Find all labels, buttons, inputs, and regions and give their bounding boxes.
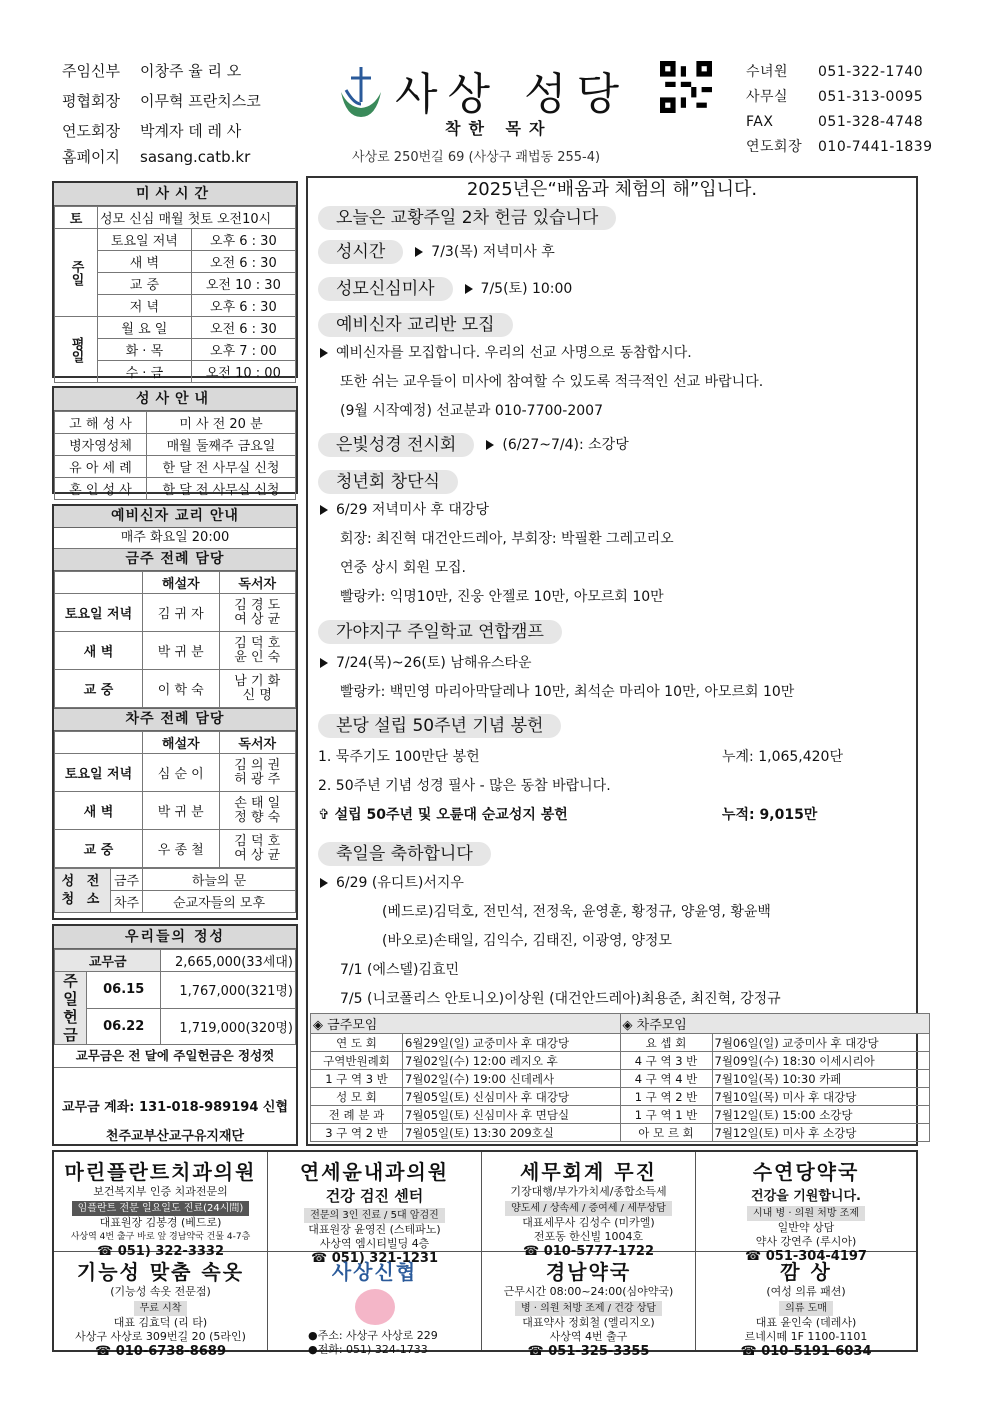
ad-clinic: 연세윤내과의원 건강 검진 센터 전문의 3인 진료 / 5대 암검진 대표원장 윤영진 (스테파노) 사상역 엠시티빌딩 4층 ☎ 051) 321-1231 — [268, 1152, 482, 1251]
feast-heading: 축일을 축하합니다 — [318, 842, 491, 866]
meetings-table: ◈ 금주모임 ◈ 차주모임 연 도 회 6월29일(일) 교중미사 후 대강당 요 셉 회 7월06일(일) 교중미사 후 대강당 구역반원례회 7월02일(수) 12:00 레지오 후 4 구 역 3 반 7월09일(수) 18:30 이세시리아 1 구 역 3 반 7월02일(수) 19:00 신데레사 4 구 역 4 반 7월10일(목) 10:30 카페 성 모 회 7월05일(토) 신심미사 후 대강당 1 구 역 2 반 7월10일(목) 미사 후 대강당 전 례 분 과 7월05일(토) 신심미사 후 면담실 1 구 역 1 반 7월12일(토) 15:00 소강당 3 구 역 2 반 7월05일(토) 13:30 209호실 아 모 르 회 7월12일(토) 미사 후 소강당 — [310, 1013, 930, 1142]
ad-dental: 마린플란트치과의원 보건복지부 인증 치과전문의 임플란트 전문 일요일도 진료(24시間) 대표원장 김봉경 (베드로) 사상역 4번 출구 바로 앞 경남약국 건물 4-7층 ☎ 051) 322-3332 — [54, 1152, 268, 1251]
year-banner: 2025년은“배움과 체험의 해”입니다. — [466, 179, 758, 200]
header-left: 주임신부 이창주 율 리 오 평협회장 이무혁 프란치스코 연도회장 박계자 데 레 사 홈페이지 sasang.catb.kr — [62, 56, 261, 168]
ad-pharmacy1: 수연당약국 건강을 기원합니다. 시내 병 · 의원 처방 조제 일반약 상담 약사 강연주 (루시아) ☎ 051-304-4197 — [745, 1160, 867, 1264]
sacrament-box: 성사안내 고 해 성 사 미 사 전 20 분 병자영성체 매월 둘째주 금요일 유 아 세 례 한 달 전 사무실 신청 혼 인 성 사 한 달 전 사무실 신청 — [52, 386, 298, 494]
anniversary-heading: 본당 설립 50주년 기념 봉헌 — [318, 714, 561, 738]
church-logo-icon — [336, 62, 386, 122]
ad-tax: 세무회계 무진 기장대행/부가가치세/종합소득세 양도세 / 상속세 / 증여세 / 세무상담 대표세무사 김성수 (미카엘) 전포동 한신빌 1004호 ☎ 010-5777-1722 — [482, 1152, 696, 1251]
mascot-icon — [355, 1289, 395, 1325]
catechumen-heading: 예비신자 교리반 모집 — [318, 313, 513, 337]
motto: 착한 목자 — [445, 119, 553, 138]
marian-mass-heading: 성모신심미사 — [318, 277, 453, 301]
ad-credit-union: 사상신협 ●주소: 사상구 사상로 229 ●전화: 051) 324-1733 — [268, 1252, 482, 1350]
notice-heading: 오늘은 교황주일 2차 헌금 있습니다 — [318, 206, 616, 230]
church-name: 사상 성당 — [395, 69, 630, 120]
mass-times-box: 미사시간 토 성모 신심 매월 첫토 오전10시 주일 토요일 저녁 오후 6 : 30 새 벽 오전 6 : 30 교 중 오전 10 : 30 저 녁 오후 6 : 30 평일 월 요 일 오전 6 : 30 화 · 목 오후 7 : 00 수 · 금 오전 10 : 00 — [52, 181, 298, 378]
youth-heading: 청년회 창단식 — [318, 470, 458, 494]
address: 사상로 250번길 69 (사상구 괘법동 255-4) — [352, 150, 601, 165]
qr-code-icon[interactable] — [660, 61, 712, 113]
bible-exhibit-heading: 은빛성경 전시회 — [318, 433, 474, 457]
offering-box: 우리들의 정성 교무금 2,665,000(33세대) 주 일 헌 금 06.15 1,767,000(321명) 06.22 1,719,000(320명) 교무금은 전 달에 주일헌금은 정성껏 교무금 계좌: 131-018-989194 신협 천주교부산교구유지재단 — [52, 924, 298, 1146]
ad-fashion: 깜 상 (여성 의류 패션) 의류 도매 대표 윤인숙 (데레사) 르네시떼 1F 1100-1101 ☎ 010-5191-6034 — [740, 1260, 872, 1359]
liturgy-box: 예비신자 교리 안내 매주 화요일 20:00 금주 전례 담당 해설자 독서자 토요일 저녁 김 귀 자 김 경 도 여 상 균 새 벽 박 귀 분 김 덕 호 윤 인 숙 교 중 이 학 숙 남 기 화 신 명 차주 전례 담당 해설자 독서자 토요일 저녁 심 순 이 김 의 권 허 광 주 새 벽 박 귀 분 손 태 일 정 향 숙 교 중 우 종 철 김 덕 호 여 상 균 성 전 청 소 금주 하늘의 문 차주 순교자들의 모후 — [52, 504, 298, 920]
camp-heading: 가야지구 주일학교 연합캠프 — [318, 620, 562, 644]
header-right: 수녀원 051-322-1740 사무실 051-313-0095 FAX 051-328-4748 연도회장 010-7441-1839 — [746, 64, 933, 155]
ad-underwear: 기능성 맞춤 속옷 (기능성 속옷 전문점) 무료 시착 대표 김효덕 (리 타) 사상구 사상로 309번길 20 (5라인) ☎ 010-6738-8689 — [54, 1252, 268, 1350]
label: 주임신부 — [62, 62, 120, 80]
ad-pharmacy2: 경남약국 근무시간 08:00~24:00(심야약국) 병 · 의원 처방 조제 / 건강 상담 대표약사 정회철 (엘리지오) 사상역 4번 출구 ☎ 051-325-3355 — [482, 1252, 696, 1350]
holy-hour-heading: 성시간 — [318, 240, 403, 264]
